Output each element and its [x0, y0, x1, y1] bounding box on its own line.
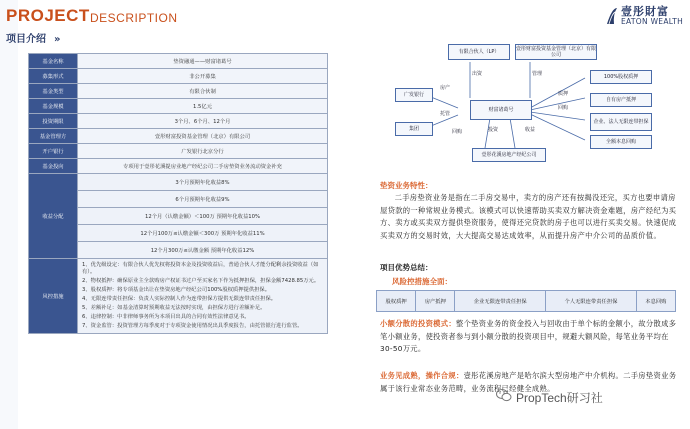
row-key: 基金名称: [29, 54, 78, 69]
compliance-text: 壹彤花溪房地产是哈尔滨大型房地产中介机构。二手房垫资业务属于该行业常态业务范畴，业务流程已经健全成熟。: [380, 371, 677, 393]
label-pledge: 质押: [558, 91, 569, 97]
risk-item: 4、无限连带责任担保：负责人实际控制人作为连带担保方提供无限连带责任担保。: [82, 296, 277, 302]
logo-english: EATON WEALTH: [621, 17, 684, 26]
risk-item: 6、违律控制：中非律师事务所为本项目出具的合同有效性法律意见书。: [82, 314, 250, 320]
double-chevron-icon: »: [54, 34, 61, 45]
row-key: 基金投向: [29, 159, 78, 174]
table-cell: 个人无限连带责任担保: [546, 291, 637, 312]
table-row: [29, 144, 328, 159]
table-row: [29, 259, 328, 334]
row-value: 广发银行北京分行: [78, 144, 328, 159]
table-row: [29, 54, 328, 69]
table-row: [29, 84, 328, 99]
row-key: 基金规模: [29, 99, 78, 114]
watermark-text: PropTech研习社: [516, 391, 603, 405]
label-contribute: 出资: [472, 71, 483, 77]
risk-item: 2、物权抵押：确保原业主全款购房产权证书过户至买家名下作为抵押担保，担保金额7428.85万元。: [82, 278, 320, 284]
risk-item: 1、优先级设定：有限合伙人优先权将投资本金及投资收益后，普通合伙人才能分配剩余投资收益（如有）。: [82, 262, 319, 275]
subtitle-text: 项目介绍: [6, 34, 46, 45]
diagram-guarantee-box: 企业、法人无限连带担保: [590, 113, 652, 131]
header-description: DESCRIPTION: [90, 11, 178, 25]
small-invest-text: 整个垫资业务的资金投入与回收由于单个标的金额小，故分散成多笔小额业务，使投资者参与到小额分散的投资项目中，规避大额风险，每笔业务平均在30-50万元。: [380, 319, 677, 353]
row-value: 非公开募集: [78, 69, 328, 84]
eaton-logo-icon: [606, 6, 618, 26]
risk-control-table: [376, 290, 676, 312]
row-key: 投资期限: [29, 114, 78, 129]
return-item: 12个月100万≤认缴金额＜300万 预期年化收益11%: [78, 225, 328, 242]
row-value: 专项用于壹彤花溪提房业地产经纪公司二手房垫资业务流动资金补充: [78, 159, 328, 174]
return-item: 6个月预期年化收益9%: [78, 191, 328, 208]
risk-item: 3、股权质押：将专项基金出让在垫资房地产经纪公司100%股权质押提供担保。: [82, 287, 271, 293]
diagram-property-box: 自有房产抵押: [590, 93, 652, 107]
small-invest-paragraph: [380, 318, 680, 356]
compliance-label: 业务见成熟，操作合规：: [380, 371, 464, 380]
label-hosting: 托管: [440, 111, 451, 117]
table-cell: 企业无限连带责任担保: [455, 291, 546, 312]
label-invest: 投资: [488, 127, 499, 133]
header-subtitle: [6, 30, 60, 45]
row-value: 3个月、6个月、12个月: [78, 114, 328, 129]
risk-key: 风控措施: [29, 259, 78, 334]
row-key: 开户银行: [29, 144, 78, 159]
row-key: 募集形式: [29, 69, 78, 84]
table-cell: 本息回购: [636, 291, 675, 312]
row-value: 垫资融通——财富诸葛号: [78, 54, 328, 69]
table-row: [377, 291, 676, 312]
returns-key: 收益分配: [29, 174, 78, 259]
diagram-broker-box: 壹彤花溪房地产经纪公司: [472, 148, 546, 162]
row-value: 1.5亿元: [78, 99, 328, 114]
table-row: [29, 159, 328, 174]
fund-info-table: [28, 53, 328, 334]
diagram-bank-box: 广发银行: [395, 88, 433, 102]
row-key: 基金管理方: [29, 129, 78, 144]
small-invest-label: 小额分散的投资模式：: [380, 319, 456, 328]
table-row: [29, 129, 328, 144]
section-features-text: 二手房垫资业务是指在二手房交易中，卖方的房产还有按揭没还完，买方也要申请房屋贷款的一种常规业务模式。该模式可以快速帮助买卖双方解决资金难题，房产经纪为买方、卖方或买卖双方提供垫资服务，使得还完贷款的房子也可以进行买卖交易。快速促成买卖双方的交易时效，大大提高交易达成效率，从而提升房产中介公司的品质价值。: [380, 193, 677, 240]
left-margin: [0, 0, 18, 429]
logo-chinese: 壹彤財富: [621, 5, 669, 18]
row-key: 基金类型: [29, 84, 78, 99]
section-advantages-title: 项目优势总结：: [380, 263, 433, 272]
label-income: 收益: [525, 127, 536, 133]
risk-item: 7、资金监管：投资管理方每季度对于专项资金使用情况出具季度报告，由托管银行进行监管。: [82, 323, 303, 329]
label-bank-return: 回购: [452, 129, 463, 135]
return-item: 12个月300万≤认缴金额 预期年化收益12%: [78, 242, 328, 259]
table-cell: 房产抵押: [416, 291, 455, 312]
diagram-group-box: 集团: [395, 122, 433, 136]
risk-item: 5、差额补足：如基金清算时预期收益无法按时实现，由担保方进行差额补足。: [82, 305, 266, 311]
table-row: [29, 114, 328, 129]
return-item: 12个月（认缴金额）＜100万 预期年化收益10%: [78, 208, 328, 225]
diagram-fund-box: 财富诸葛号: [470, 100, 532, 120]
label-property: 房产: [440, 85, 451, 91]
label-repay: 回购: [558, 105, 569, 111]
table-cell: 股权质押: [377, 291, 416, 312]
return-item: 3个月预期年化收益8%: [78, 174, 328, 191]
row-value: 有限合伙制: [78, 84, 328, 99]
diagram-equity-box: 100%股权质押: [590, 70, 652, 84]
table-row: [29, 69, 328, 84]
table-row: [29, 174, 328, 191]
risk-list: [78, 259, 328, 334]
risk-control-subtitle: 风险控措施全面：: [392, 277, 452, 286]
wechat-icon: [496, 387, 512, 403]
diagram-manager-box: 壹彤财富投资基金管理（北京）有限公司: [516, 46, 597, 58]
section-features-title: 垫资业务特性：: [380, 181, 433, 190]
header-project: PROJECT: [6, 6, 90, 25]
label-manage: 管理: [532, 71, 543, 77]
diagram-lp-box: 有限合伙人（LP）: [448, 44, 510, 60]
diagram-return-box: 全额本息回购: [590, 135, 652, 149]
table-row: [29, 99, 328, 114]
row-value: 壹彤财富投资基金管理（北京）有限公司: [78, 129, 328, 144]
